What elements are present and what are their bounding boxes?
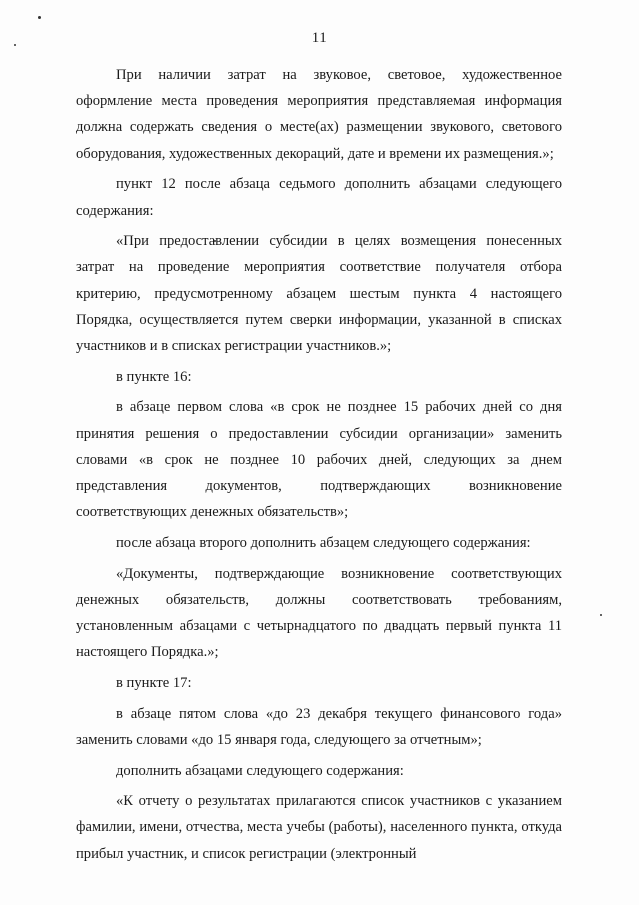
paragraph: пункт 12 после абзаца седьмого дополнить абзацами следующего содержания: [76, 176, 562, 219]
paragraph: в пункте 17: [116, 674, 192, 691]
scan-speck [600, 614, 602, 616]
paragraph: в пункте 16: [116, 368, 192, 385]
scan-speck [38, 16, 41, 19]
paragraph: «К отчету о результатах прилагаются список участников с указанием фамилии, имени, отчества, места учебы (работы), населенного пункта, откуда прибыл участник, и список регистрации (электронный [76, 793, 562, 862]
paragraph: При наличии затрат на звуковое, световое, художественное оформление места проведения мероприятия представляемая информация должна содержать сведения о месте(ах) размещении звукового, светового оборудования, художественных декораций, дате и времени их размещения.»; [76, 67, 562, 162]
paragraph: после абзаца второго дополнить абзацем следующего содержания: [116, 534, 531, 551]
page-number: 11 [311, 30, 328, 46]
document-body [76, 62, 562, 871]
paragraph: в абзаце первом слова «в срок не позднее 15 рабочих дней со дня принятия решения о предоставлении субсидии организации» заменить словами «в срок не позднее 10 рабочих дней, следующих за днем представления документов, подтверждающих возникновение соответствующих денежных обязательств»; [76, 399, 562, 521]
paragraph: «Документы, подтверждающие возникновение соответствующих денежных обязательств, должны соответствовать требованиям, установленным абзацами с четырнадцатого по двадцать первый пункта 11 настоящего Порядка.»; [76, 565, 562, 661]
paragraph: «При предоставлении субсидии в целях возмещения понесенных затрат на проведение мероприятия соответствие получателя отбора критерию, предусмотренному абзацем шестым пункта 4 настоящего Порядка, осуществляется путем сверки информации, указанной в списках участников и в списках регистрации участников.»; [76, 233, 562, 355]
paragraph: дополнить абзацами следующего содержания: [116, 762, 404, 779]
paragraph: в абзаце пятом слова «до 23 декабря текущего финансового года» заменить словами «до 15 января года, следующего за отчетным»; [76, 705, 562, 748]
